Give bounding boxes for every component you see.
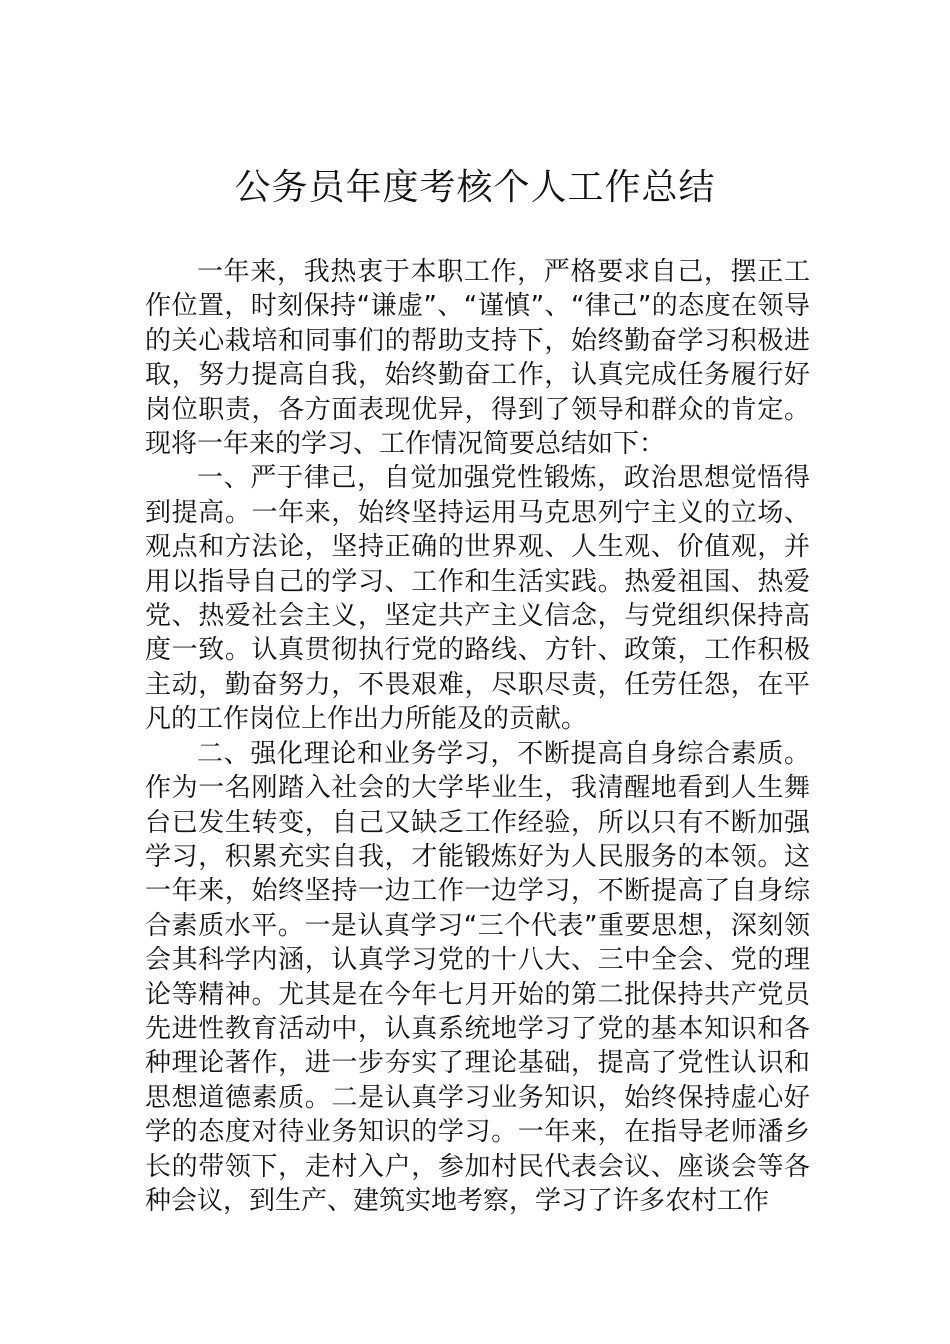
paragraph-intro: 一年来，我热衷于本职工作，严格要求自己，摆正工作位置，时刻保持“谦虚”、“谨慎”、“律己”的态度在领导的关心栽培和同事们的帮助支持下，始终勤奋学习积极进取，努力提高自我，始终勤奋工作，认真完成任务履行好岗位职责，各方面表现优异，得到了领导和群众的肯定。现将一年来的学习、工作情况简要总结如下：: [145, 257, 810, 460]
paragraph-section-two: 二、强化理论和业务学习，不断提高自身综合素质。作为一名刚踏入社会的大学毕业生，我清醒地看到人生舞台已发生转变，自己又缺乏工作经验，所以只有不断加强学习，积累充实自我，才能锻炼好为人民服务的本领。这一年来，始终坚持一边工作一边学习，不断提高了自身综合素质水平。一是认真学习“三个代表”重要思想，深刻领会其科学内涵，认真学习党的十八大、三中全会、党的理论等精神。尤其是在今年七月开始的第二批保持共产党员先进性教育活动中，认真系统地学习了党的基本知识和各种理论著作，进一步夯实了理论基础，提高了党性认识和思想道德素质。二是认真学习业务知识，始终保持虚心好学的态度对待业务知识的学习。一年来，在指导老师潘乡长的带领下，走村入户，参加村民代表会议、座谈会等各种会议，到生产、建筑实地考察，学习了许多农村工作: [145, 738, 810, 1216]
document-title: 公务员年度考核个人工作总结: [234, 167, 716, 208]
document-body: [145, 255, 810, 1218]
paragraph-section-one: 一、严于律己，自觉加强党性锻炼，政治思想觉悟得到提高。一年来，始终坚持运用马克思列宁主义的立场、观点和方法论，坚持正确的世界观、人生观、价值观，并用以指导自己的学习、工作和生活实践。热爱祖国、热爱党、热爱社会主义，坚定共产主义信念，与党组织保持高度一致。认真贯彻执行党的路线、方针、政策，工作积极主动，勤奋努力，不畏艰难，尽职尽责，任劳任怨，在平凡的工作岗位上作出力所能及的贡献。: [145, 463, 810, 735]
